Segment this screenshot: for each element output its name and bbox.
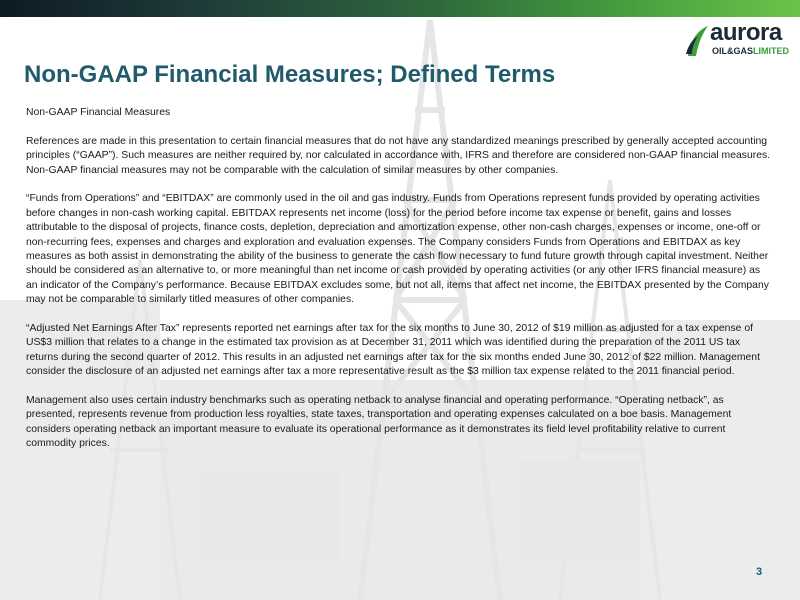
paragraph-funds-ebitdax: “Funds from Operations” and “EBITDAX” are commonly used in the oil and gas industry. Funds from Operations represent funds provided by operating activities before changes in non-cash working capital. EBITDAX represents net income (loss) for the period before income tax expense or benefit, gains and losses attributable to the disposal of projects, finance costs, depletion, depreciation and amortization expense, other non-cash charges, expenses or income, one-off or non-recurring fees, expenses and charges and exploration and evaluation expenses. The Company considers Funds from Operations and EBITDAX as key measures as both assist in demonstrating the ability of the business to generate the cash flow necessary to fund future growth through capital investment. Neither should be considered as an alternative to, or more meaningful than net income or cash provided by operating activities (or any other IFRS financial measure) as an indicator of the Company’s performance. Because EBITDAX excludes some, but not all, items that affect net income, the EBITDAX presented by the Company may not be comparable to similarly titled measures of other companies. [26,193,769,306]
logo-oil-gas: OIL&GAS [712,46,754,56]
paragraph-definition: References are made in this presentation to certain financial measures that do not have any standardized meanings prescribed by generally accepted accounting principles (“GAAP”). Such measures are neither required by, nor calculated in accordance with, IFRS and therefore are considered non-GAAP financial measures. Non-GAAP financial measures may not be comparable with the calculation of similar measures by other companies. [26,135,771,176]
paragraph-operating-netback: Management also uses certain industry benchmarks such as operating netback to analyse financial and operating performance. “Operating netback”, as presented, represents revenue from production less royalties, state taxes, transportation and operating expenses calculated on a boe basis. Management considers operating netback an important measure to evaluate its operational performance as it demonstrates its field level profitability relative to current commodity prices. [26,395,732,450]
slide-body [26,106,774,466]
aurora-leaf-icon [684,20,710,60]
logo-subtitle [712,46,789,57]
logo-wordmark: aurora [710,19,782,46]
top-gradient-bar [0,0,800,17]
section-heading: Non-GAAP Financial Measures [26,107,171,118]
page-number: 3 [756,566,763,578]
logo-limited: LIMITED [753,46,790,56]
paragraph-adjusted-earnings: “Adjusted Net Earnings After Tax” represents reported net earnings after tax for the six months to June 30, 2012 of $19 million as adjusted for a tax expense of US$3 million that relates to a change in the estimated tax provision as at December 31, 2011 which was identified during the preparation of the 2011 US tax returns during the second quarter of 2012. This results in an adjusted net earnings after tax for the six months ended June 30, 2012 of $22 million. Management consider the disclosure of an adjusted net earnings after tax a more representative result as the $3 million tax expense related to the 2011 financial period. [26,323,760,378]
slide-title: Non-GAAP Financial Measures; Defined Terms [24,61,556,88]
company-logo [684,20,796,62]
